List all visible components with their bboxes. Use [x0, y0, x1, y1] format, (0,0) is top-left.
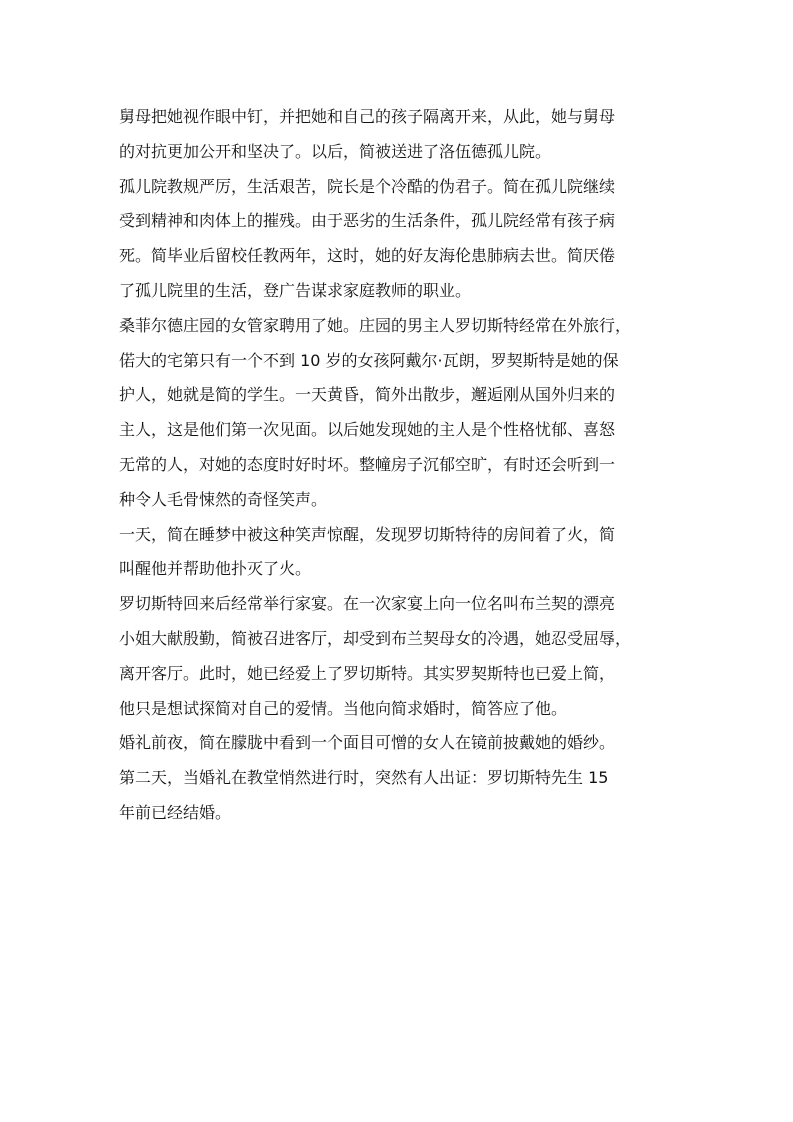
- text-line: 孤儿院教规严厉，生活艰苦，院长是个冷酷的伪君子。简在孤儿院继续: [119, 176, 616, 196]
- text-line: 罗切斯特回来后经常举行家宴。在一次家宴上向一位名叫布兰契的漂亮: [119, 594, 616, 614]
- text-line: 他只是想试探简对自己的爱情。当他向简求婚时，简答应了他。: [119, 698, 568, 718]
- text-line: 死。简毕业后留校任教两年，这时，她的好友海伦患肺病去世。简厌倦: [119, 246, 616, 266]
- text-line: 婚礼前夜，简在朦胧中看到一个面目可憎的女人在镜前披戴她的婚纱。: [119, 733, 616, 753]
- text-line: 第二天，当婚礼在教堂悄然进行时，突然有人出证：罗切斯特先生 15: [119, 768, 609, 788]
- text-line: 主人，这是他们第一次见面。以后她发现她的主人是个性格忧郁、喜怒: [119, 420, 616, 440]
- text-line: 无常的人，对她的态度时好时坏。整幢房子沉郁空旷，有时还会听到一: [119, 454, 616, 474]
- text-line: 受到精神和肉体上的摧残。由于恶劣的生活条件，孤儿院经常有孩子病: [119, 211, 616, 231]
- text-line: 年前已经结婚。: [119, 802, 232, 822]
- text-line: 小姐大献殷勤，简被召进客厅，却受到布兰契母女的冷遇，她忍受屈辱，: [119, 628, 632, 648]
- text-line: 护人，她就是简的学生。一天黄昏，简外出散步，邂逅刚从国外归来的: [119, 385, 616, 405]
- document-body: [119, 100, 684, 831]
- text-line: 舅母把她视作眼中钉，并把她和自己的孩子隔离开来，从此，她与舅母: [119, 107, 616, 126]
- text-line: 一天，简在睡梦中被这种笑声惊醒，发现罗切斯特待的房间着了火，简: [119, 524, 616, 544]
- text-line: 桑菲尔德庄园的女管家聘用了她。庄园的男主人罗切斯特经常在外旅行，: [119, 315, 632, 335]
- text-line: 了孤儿院里的生活，登广告谋求家庭教师的职业。: [119, 280, 472, 300]
- text-line: 离开客厅。此时，她已经爱上了罗切斯特。其实罗契斯特也已爱上简，: [119, 663, 616, 683]
- text-line: 叫醒他并帮助他扑灭了火。: [119, 559, 312, 579]
- text-line: 偌大的宅第只有一个不到 10 岁的女孩阿戴尔·瓦朗，罗契斯特是她的保: [119, 350, 619, 370]
- text-line: 的对抗更加公开和坚决了。以后，简被送进了洛伍德孤儿院。: [119, 141, 552, 161]
- text-line: 种令人毛骨悚然的奇怪笑声。: [119, 489, 328, 509]
